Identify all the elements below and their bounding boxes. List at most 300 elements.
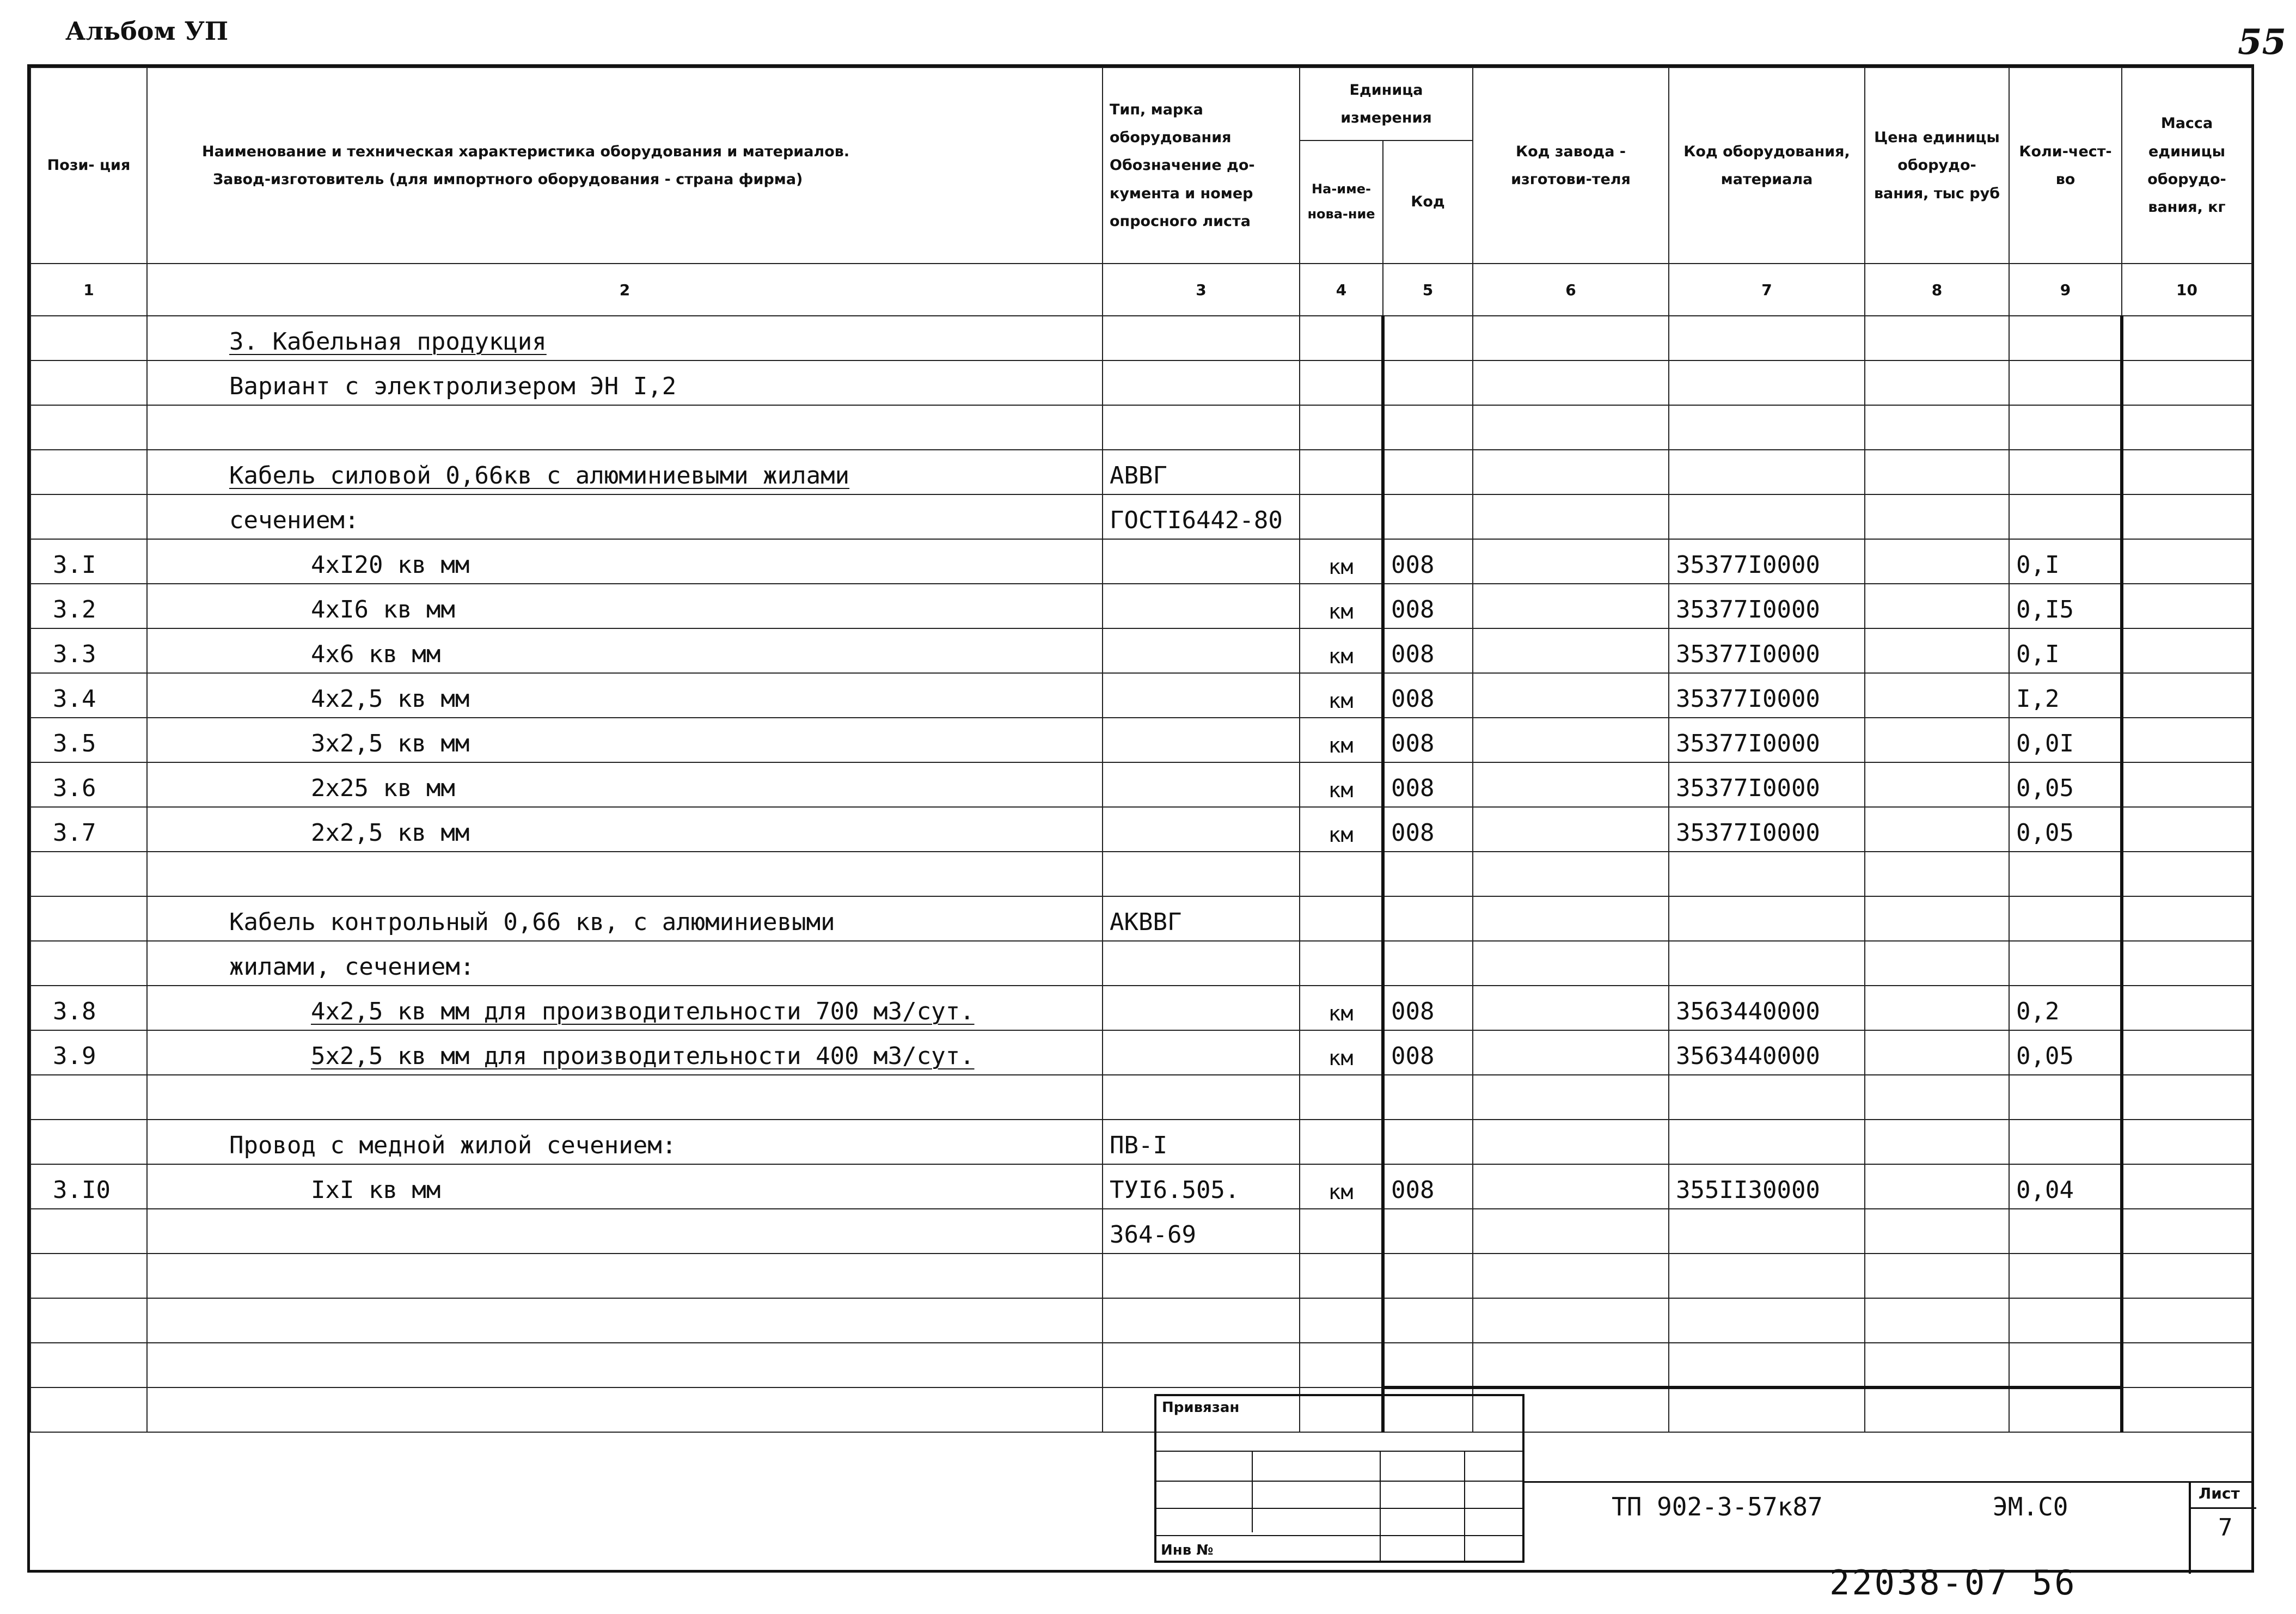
quantity-cell (2009, 852, 2122, 896)
material-code-cell (1669, 494, 1865, 539)
price-cell (1865, 1298, 2009, 1343)
material-code-cell: 35377I0000 (1669, 718, 1865, 762)
header-mfr-code: Код завода - изготови-теля (1473, 68, 1669, 264)
mass-cell (2122, 494, 2252, 539)
material-code-cell: 355II30000 (1669, 1164, 1865, 1209)
document-mark: ЭМ.С0 (1993, 1492, 2068, 1521)
quantity-cell: 0,05 (2009, 807, 2122, 852)
unit-name-cell (1300, 1343, 1383, 1387)
material-code-cell (1669, 1298, 1865, 1343)
header-position: Пози- ция (30, 68, 147, 264)
specification-table (30, 67, 2252, 1433)
unit-code-cell (1383, 450, 1473, 494)
position-cell: 3.8 (30, 986, 147, 1030)
column-number: 2 (147, 264, 1103, 316)
material-code-cell (1669, 941, 1865, 986)
name-cell: 5х2,5 кв мм для производительности 400 м3/сут. (147, 1030, 1103, 1075)
unit-name-cell (1300, 852, 1383, 896)
attachment-stamp (1154, 1394, 1524, 1563)
type-cell (1103, 941, 1300, 986)
unit-code-cell: 008 (1383, 807, 1473, 852)
unit-name-cell (1300, 450, 1383, 494)
quantity-cell (2009, 494, 2122, 539)
manufacturer-code-cell (1473, 941, 1669, 986)
material-code-cell: 35377I0000 (1669, 762, 1865, 807)
unit-code-cell (1383, 1254, 1473, 1298)
mass-cell (2122, 405, 2252, 450)
table-row (30, 360, 2252, 405)
price-cell (1865, 1343, 2009, 1387)
quantity-cell: 0,I (2009, 628, 2122, 673)
position-cell (30, 494, 147, 539)
type-cell: ГОСТI6442-80 (1103, 494, 1300, 539)
type-cell: 364-69 (1103, 1209, 1300, 1254)
table-row (30, 1209, 2252, 1254)
unit-name-cell (1300, 360, 1383, 405)
material-code-cell (1669, 1075, 1865, 1120)
mass-cell (2122, 1387, 2252, 1432)
price-cell (1865, 360, 2009, 405)
header-mass: Масса единицы оборудо-вания, кг (2122, 68, 2252, 264)
column-number: 8 (1865, 264, 2009, 316)
quantity-cell (2009, 896, 2122, 941)
unit-code-cell (1383, 1075, 1473, 1120)
price-cell (1865, 718, 2009, 762)
header-name-line2: Завод-изготовитель (для импортного оборудования - страна фирма) (213, 171, 803, 188)
header-quantity: Коли-чест-во (2009, 68, 2122, 264)
price-cell (1865, 584, 2009, 628)
unit-name-cell (1300, 316, 1383, 360)
mass-cell (2122, 360, 2252, 405)
material-code-cell: 35377I0000 (1669, 584, 1865, 628)
unit-code-cell: 008 (1383, 539, 1473, 584)
position-cell (30, 1075, 147, 1120)
unit-name-cell: км (1300, 628, 1383, 673)
table-row (30, 1120, 2252, 1164)
table-row (30, 896, 2252, 941)
table-row (30, 673, 2252, 718)
table-row (30, 316, 2252, 360)
position-cell (30, 896, 147, 941)
name-cell: 4хI20 кв мм (147, 539, 1103, 584)
position-cell (30, 1387, 147, 1432)
manufacturer-code-cell (1473, 1343, 1669, 1387)
name-cell (147, 1343, 1103, 1387)
name-cell: Кабель контрольный 0,66 кв, с алюминиевыми (147, 896, 1103, 941)
unit-code-cell: 008 (1383, 718, 1473, 762)
price-cell (1865, 1387, 2009, 1432)
name-cell: 4х6 кв мм (147, 628, 1103, 673)
unit-name-cell (1300, 494, 1383, 539)
table-row (30, 1164, 2252, 1209)
unit-name-cell: км (1300, 762, 1383, 807)
position-cell: 3.5 (30, 718, 147, 762)
page-number: 55 (2238, 22, 2287, 63)
position-cell (30, 1120, 147, 1164)
type-cell (1103, 316, 1300, 360)
position-cell (30, 1209, 147, 1254)
mass-cell (2122, 762, 2252, 807)
price-cell (1865, 628, 2009, 673)
name-cell: Провод с медной жилой сечением: (147, 1120, 1103, 1164)
type-cell (1103, 405, 1300, 450)
column-number: 1 (30, 264, 147, 316)
mass-cell (2122, 1298, 2252, 1343)
price-cell (1865, 941, 2009, 986)
unit-code-cell (1383, 1209, 1473, 1254)
material-code-cell (1669, 405, 1865, 450)
position-cell: 3.6 (30, 762, 147, 807)
mass-cell (2122, 673, 2252, 718)
header-material-code: Код оборудования, материала (1669, 68, 1865, 264)
mass-cell (2122, 628, 2252, 673)
manufacturer-code-cell (1473, 1254, 1669, 1298)
quantity-cell (2009, 941, 2122, 986)
table-row (30, 405, 2252, 450)
quantity-cell: I,2 (2009, 673, 2122, 718)
unit-code-cell: 008 (1383, 584, 1473, 628)
position-cell: 3.7 (30, 807, 147, 852)
price-cell (1865, 852, 2009, 896)
mass-cell (2122, 1209, 2252, 1254)
position-cell (30, 1343, 147, 1387)
header-unit-code: Код (1383, 140, 1473, 264)
table-row (30, 718, 2252, 762)
table-row (30, 762, 2252, 807)
unit-name-cell (1300, 405, 1383, 450)
material-code-cell (1669, 1254, 1865, 1298)
unit-name-cell (1300, 1254, 1383, 1298)
table-row (30, 450, 2252, 494)
mass-cell (2122, 539, 2252, 584)
header-name-line1: Наименование и техническая характеристика оборудования и материалов. (202, 143, 850, 160)
position-cell: 3.2 (30, 584, 147, 628)
manufacturer-code-cell (1473, 450, 1669, 494)
manufacturer-code-cell (1473, 405, 1669, 450)
mass-cell (2122, 1120, 2252, 1164)
material-code-cell (1669, 1387, 1865, 1432)
unit-name-cell: км (1300, 986, 1383, 1030)
quantity-cell (2009, 1120, 2122, 1164)
material-code-cell: 35377I0000 (1669, 807, 1865, 852)
manufacturer-code-cell (1473, 316, 1669, 360)
quantity-cell (2009, 1387, 2122, 1432)
mass-cell (2122, 1343, 2252, 1387)
position-cell: 3.9 (30, 1030, 147, 1075)
sheet-number: 7 (2218, 1514, 2233, 1542)
price-cell (1865, 450, 2009, 494)
manufacturer-code-cell (1473, 762, 1669, 807)
price-cell (1865, 1075, 2009, 1120)
unit-name-cell: км (1300, 1030, 1383, 1075)
unit-code-cell: 008 (1383, 1030, 1473, 1075)
sheet-label: Лист (2199, 1484, 2240, 1502)
column-number: 5 (1383, 264, 1473, 316)
manufacturer-code-cell (1473, 852, 1669, 896)
table-row (30, 1298, 2252, 1343)
quantity-cell (2009, 450, 2122, 494)
price-cell (1865, 1030, 2009, 1075)
manufacturer-code-cell (1473, 494, 1669, 539)
quantity-cell: 0,2 (2009, 986, 2122, 1030)
mass-cell (2122, 450, 2252, 494)
manufacturer-code-cell (1473, 539, 1669, 584)
mass-cell (2122, 1254, 2252, 1298)
position-cell: 3.I (30, 539, 147, 584)
unit-code-cell (1383, 405, 1473, 450)
name-cell: IхI кв мм (147, 1164, 1103, 1209)
table-row (30, 941, 2252, 986)
manufacturer-code-cell (1473, 896, 1669, 941)
type-cell: АВВГ (1103, 450, 1300, 494)
name-cell: 3х2,5 кв мм (147, 718, 1103, 762)
unit-code-cell: 008 (1383, 628, 1473, 673)
material-code-cell (1669, 450, 1865, 494)
position-cell (30, 316, 147, 360)
material-code-cell (1669, 852, 1865, 896)
type-cell: АКВВГ (1103, 896, 1300, 941)
unit-code-cell (1383, 1343, 1473, 1387)
table-row (30, 1387, 2252, 1432)
type-cell (1103, 1254, 1300, 1298)
table-row (30, 584, 2252, 628)
manufacturer-code-cell (1473, 1120, 1669, 1164)
manufacturer-code-cell (1473, 718, 1669, 762)
name-cell: жилами, сечением: (147, 941, 1103, 986)
mass-cell (2122, 316, 2252, 360)
type-cell (1103, 673, 1300, 718)
mass-cell (2122, 584, 2252, 628)
unit-name-cell (1300, 1298, 1383, 1343)
material-code-cell (1669, 360, 1865, 405)
price-cell (1865, 539, 2009, 584)
position-cell (30, 360, 147, 405)
type-cell (1103, 1298, 1300, 1343)
manufacturer-code-cell (1473, 1030, 1669, 1075)
material-code-cell: 35377I0000 (1669, 628, 1865, 673)
manufacturer-code-cell (1473, 1164, 1669, 1209)
name-cell: Вариант с электролизером ЭН I,2 (147, 360, 1103, 405)
unit-code-cell (1383, 941, 1473, 986)
mass-cell (2122, 941, 2252, 986)
material-code-cell: 3563440000 (1669, 1030, 1865, 1075)
type-cell (1103, 718, 1300, 762)
table-row (30, 1075, 2252, 1120)
price-cell (1865, 896, 2009, 941)
price-cell (1865, 673, 2009, 718)
price-cell (1865, 1209, 2009, 1254)
type-cell (1103, 986, 1300, 1030)
type-cell (1103, 360, 1300, 405)
mass-cell (2122, 718, 2252, 762)
material-code-cell: 3563440000 (1669, 986, 1865, 1030)
name-cell (147, 1298, 1103, 1343)
column-number-row (30, 264, 2252, 316)
price-cell (1865, 1164, 2009, 1209)
price-cell (1865, 807, 2009, 852)
mass-cell (2122, 1030, 2252, 1075)
table-row (30, 986, 2252, 1030)
unit-code-cell (1383, 1120, 1473, 1164)
name-cell (147, 852, 1103, 896)
position-cell (30, 852, 147, 896)
table-row (30, 807, 2252, 852)
unit-code-cell (1383, 1298, 1473, 1343)
type-cell (1103, 852, 1300, 896)
table-row (30, 628, 2252, 673)
column-number: 3 (1103, 264, 1300, 316)
album-label: Альбом УП (65, 16, 229, 46)
type-cell (1103, 1030, 1300, 1075)
name-cell: 4х2,5 кв мм (147, 673, 1103, 718)
price-cell (1865, 405, 2009, 450)
table-row (30, 494, 2252, 539)
manufacturer-code-cell (1473, 584, 1669, 628)
manufacturer-code-cell (1473, 673, 1669, 718)
mass-cell (2122, 807, 2252, 852)
unit-name-cell (1300, 1209, 1383, 1254)
column-number: 9 (2009, 264, 2122, 316)
position-cell (30, 1298, 147, 1343)
unit-code-cell: 008 (1383, 1164, 1473, 1209)
unit-code-cell: 008 (1383, 762, 1473, 807)
price-cell (1865, 1120, 2009, 1164)
name-cell: 4хI6 кв мм (147, 584, 1103, 628)
price-cell (1865, 986, 2009, 1030)
unit-code-cell: 008 (1383, 673, 1473, 718)
mass-cell (2122, 852, 2252, 896)
header-price: Цена единицы оборудо-вания, тыс руб (1865, 68, 2009, 264)
column-number: 10 (2122, 264, 2252, 316)
quantity-cell (2009, 360, 2122, 405)
name-cell (147, 1209, 1103, 1254)
quantity-cell (2009, 1298, 2122, 1343)
manufacturer-code-cell (1473, 807, 1669, 852)
sheet-box (2189, 1481, 2256, 1574)
document-code: ТП 902-3-57к87 (1612, 1492, 1823, 1521)
quantity-cell: 0,05 (2009, 762, 2122, 807)
unit-name-cell: км (1300, 718, 1383, 762)
type-cell (1103, 1075, 1300, 1120)
position-cell (30, 450, 147, 494)
column-number: 4 (1300, 264, 1383, 316)
quantity-cell (2009, 1075, 2122, 1120)
name-cell: 2х25 кв мм (147, 762, 1103, 807)
column-number: 6 (1473, 264, 1669, 316)
unit-name-cell (1300, 896, 1383, 941)
type-cell: ПВ-I (1103, 1120, 1300, 1164)
position-cell: 3.3 (30, 628, 147, 673)
quantity-cell (2009, 316, 2122, 360)
quantity-cell: 0,I5 (2009, 584, 2122, 628)
unit-name-cell (1300, 1075, 1383, 1120)
type-cell: ТУI6.505. (1103, 1164, 1300, 1209)
unit-code-cell (1383, 494, 1473, 539)
unit-name-cell: км (1300, 584, 1383, 628)
header-unit-name: На-име-нова-ние (1300, 140, 1383, 264)
position-cell: 3.I0 (30, 1164, 147, 1209)
table-row (30, 1030, 2252, 1075)
quantity-cell: 0,0I (2009, 718, 2122, 762)
name-cell: 4х2,5 кв мм для производительности 700 м3/сут. (147, 986, 1103, 1030)
manufacturer-code-cell (1473, 1075, 1669, 1120)
mass-cell (2122, 1075, 2252, 1120)
price-cell (1865, 316, 2009, 360)
quantity-cell (2009, 1209, 2122, 1254)
table-row (30, 1254, 2252, 1298)
type-cell (1103, 584, 1300, 628)
archive-number: 22038-07 56 (1829, 1563, 2077, 1603)
name-cell (147, 1387, 1103, 1432)
unit-name-cell: км (1300, 539, 1383, 584)
name-cell (147, 405, 1103, 450)
name-cell (147, 1075, 1103, 1120)
quantity-cell (2009, 1254, 2122, 1298)
quantity-cell (2009, 1343, 2122, 1387)
manufacturer-code-cell (1473, 1209, 1669, 1254)
material-code-cell: 35377I0000 (1669, 539, 1865, 584)
name-cell: 3. Кабельная продукция (147, 316, 1103, 360)
unit-code-cell (1383, 852, 1473, 896)
quantity-cell: 0,04 (2009, 1164, 2122, 1209)
header-unit-group: Единица измерения (1300, 68, 1473, 140)
name-cell: сечением: (147, 494, 1103, 539)
attached-label: Привязан (1162, 1399, 1240, 1416)
quantity-cell: 0,I (2009, 539, 2122, 584)
unit-code-cell (1383, 316, 1473, 360)
material-code-cell (1669, 316, 1865, 360)
position-cell (30, 405, 147, 450)
unit-code-cell: 008 (1383, 986, 1473, 1030)
unit-name-cell (1300, 941, 1383, 986)
price-cell (1865, 762, 2009, 807)
name-cell (147, 1254, 1103, 1298)
table-row (30, 1343, 2252, 1387)
position-cell (30, 941, 147, 986)
material-code-cell (1669, 896, 1865, 941)
material-code-cell (1669, 1209, 1865, 1254)
table-row (30, 539, 2252, 584)
mass-cell (2122, 986, 2252, 1030)
type-cell (1103, 539, 1300, 584)
title-block-divider (1524, 1481, 2253, 1483)
manufacturer-code-cell (1473, 360, 1669, 405)
header-name (147, 68, 1103, 264)
header-type: Тип, марка оборудования Обозначение до-кумента и номер опросного листа (1103, 68, 1300, 264)
column-number: 7 (1669, 264, 1865, 316)
price-cell (1865, 1254, 2009, 1298)
manufacturer-code-cell (1473, 1298, 1669, 1343)
name-cell: Кабель силовой 0,66кв с алюминиевыми жилами (147, 450, 1103, 494)
manufacturer-code-cell (1473, 628, 1669, 673)
unit-name-cell (1300, 1120, 1383, 1164)
material-code-cell: 35377I0000 (1669, 673, 1865, 718)
table-row (30, 852, 2252, 896)
mass-cell (2122, 896, 2252, 941)
type-cell (1103, 1343, 1300, 1387)
unit-name-cell: км (1300, 807, 1383, 852)
unit-name-cell: км (1300, 673, 1383, 718)
material-code-cell (1669, 1343, 1865, 1387)
type-cell (1103, 628, 1300, 673)
position-cell: 3.4 (30, 673, 147, 718)
quantity-cell (2009, 405, 2122, 450)
position-cell (30, 1254, 147, 1298)
name-cell: 2х2,5 кв мм (147, 807, 1103, 852)
material-code-cell (1669, 1120, 1865, 1164)
unit-name-cell: км (1300, 1164, 1383, 1209)
unit-code-cell (1383, 896, 1473, 941)
